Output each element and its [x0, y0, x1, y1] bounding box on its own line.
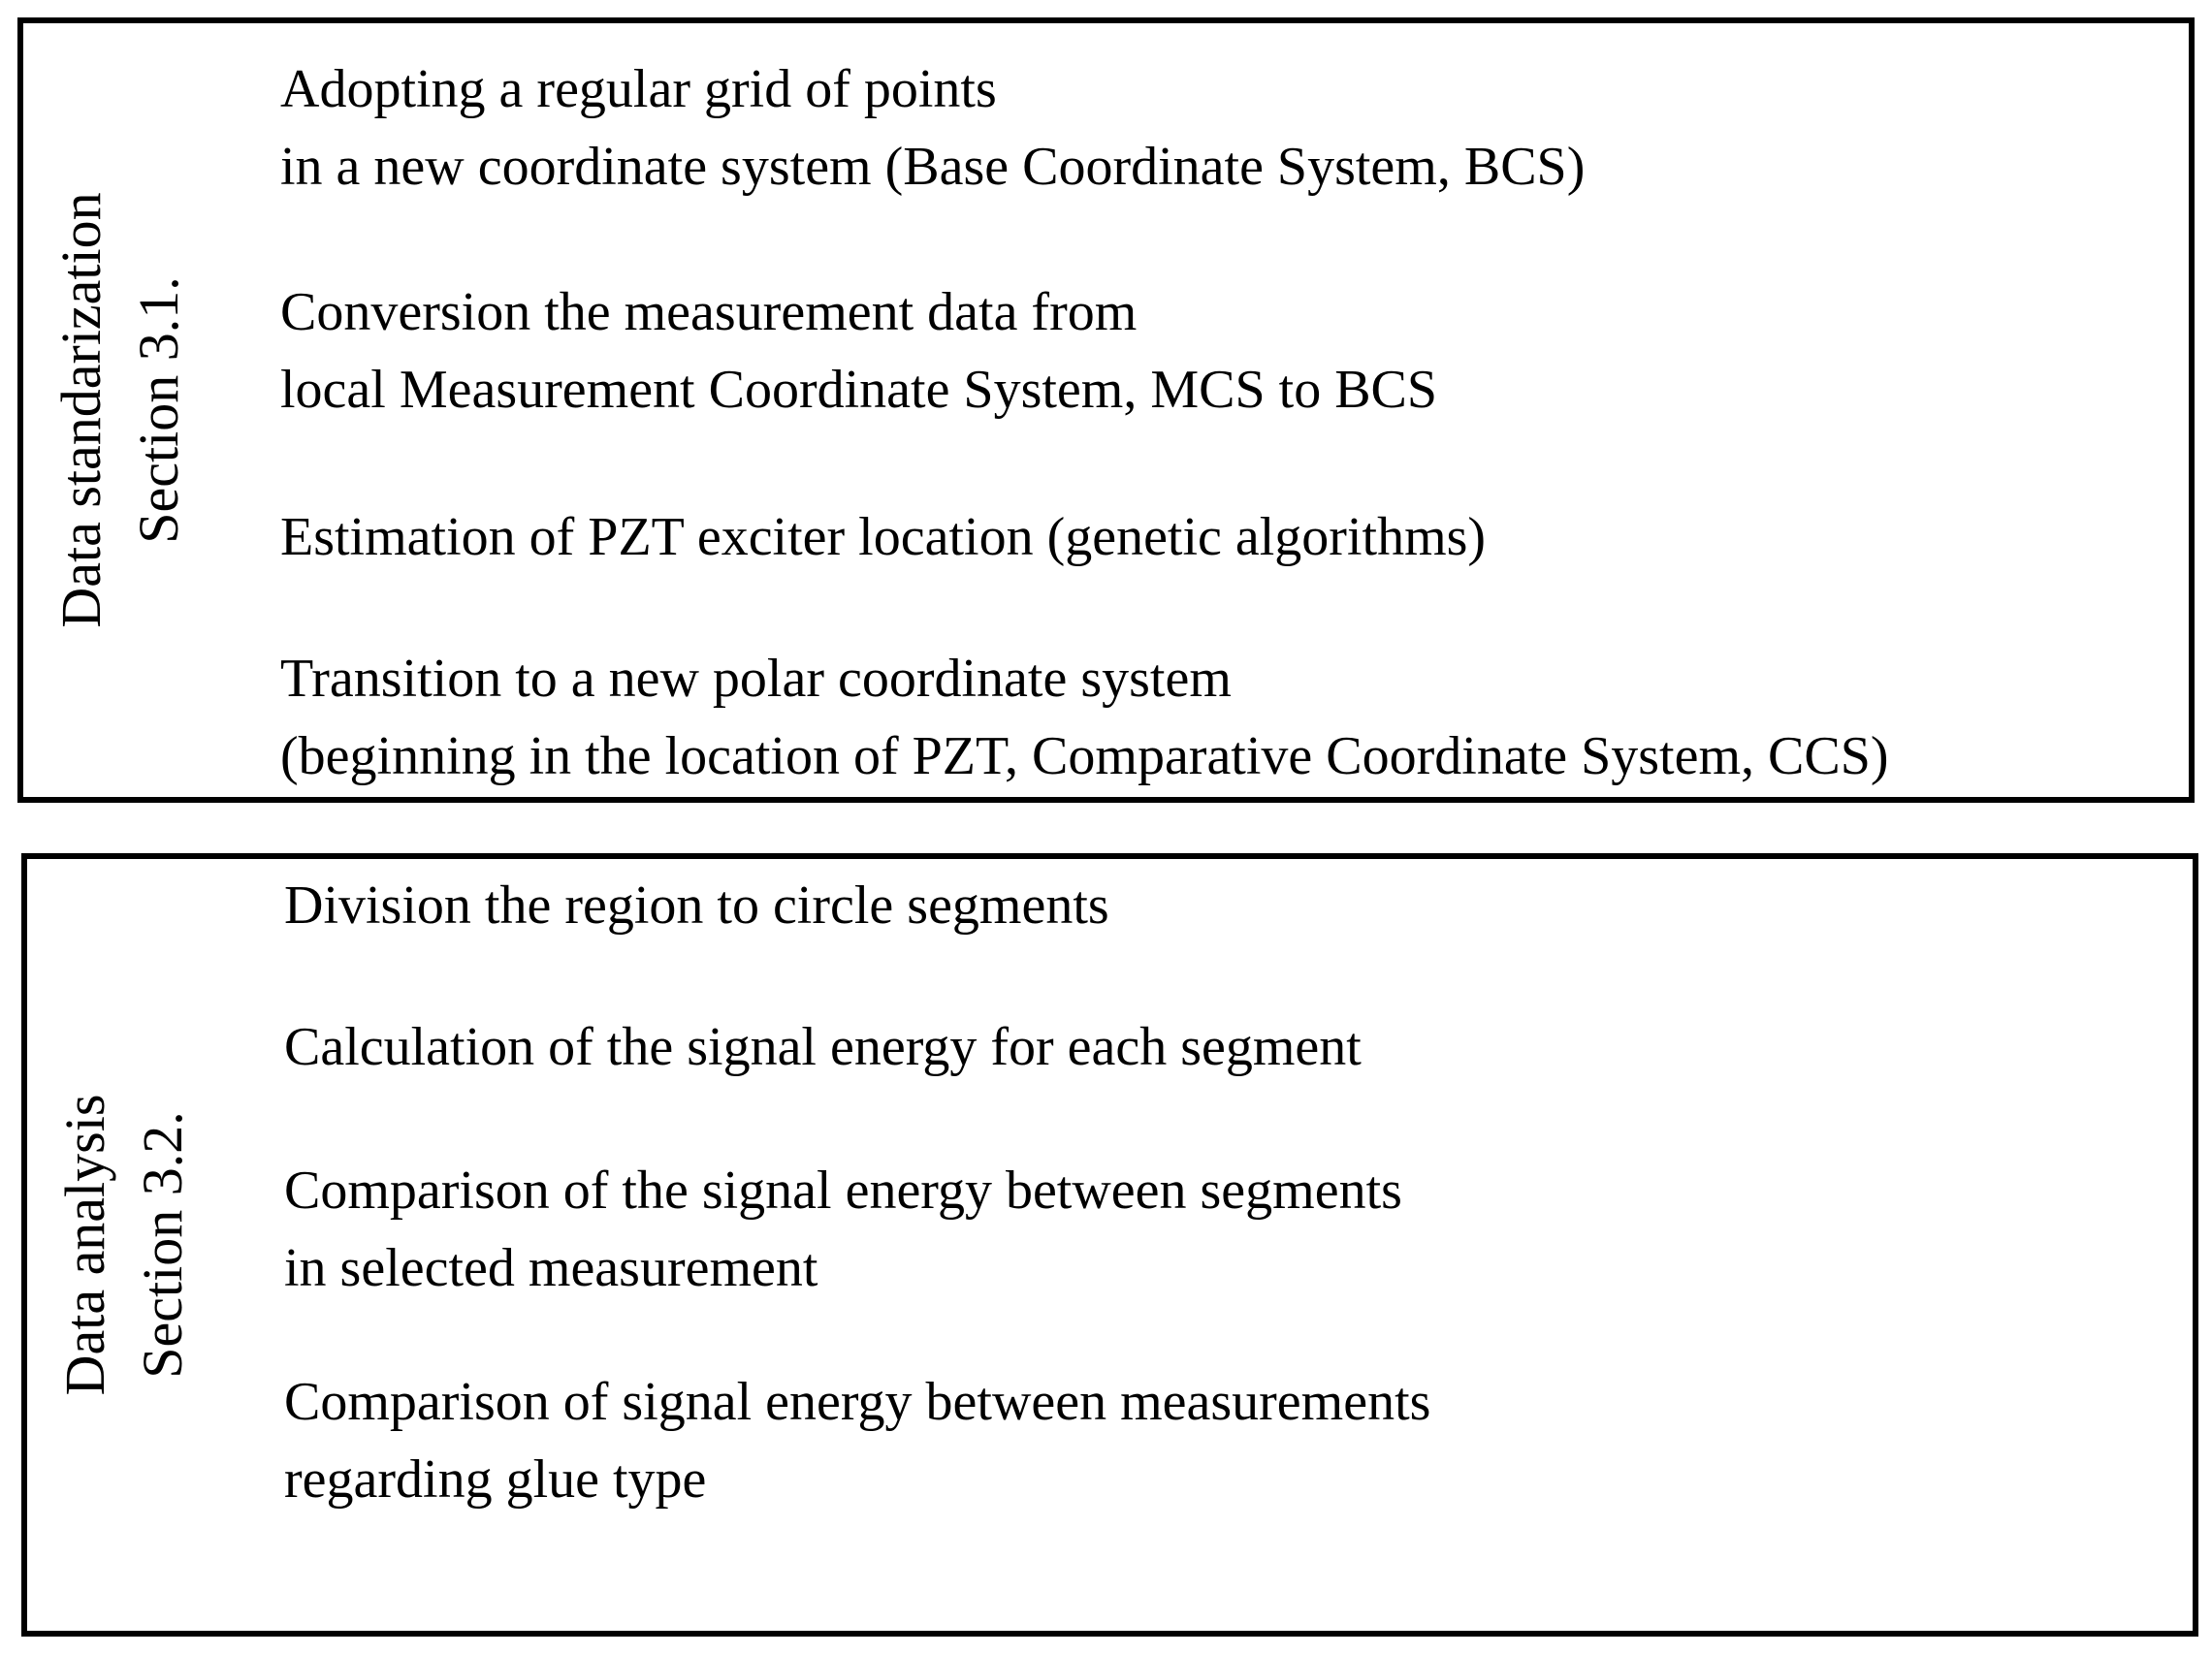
step-comparison-segments — [284, 1152, 1402, 1307]
data-standarization-panel — [17, 17, 2195, 803]
panel-title: Data standarization — [49, 192, 112, 628]
panel-section: Section 3.2. — [131, 1111, 194, 1379]
panel-side-label-text — [43, 192, 198, 627]
step-line: Comparison of the signal energy between segments — [284, 1161, 1402, 1221]
step-line: Division the region to circle segments — [284, 875, 1109, 936]
step-adopt-grid — [280, 50, 1585, 206]
step-line: local Measurement Coordinate System, MCS to BCS — [280, 360, 1438, 420]
step-line: Conversion the measurement data from — [280, 282, 1138, 342]
panel-side-label — [23, 23, 217, 797]
step-line: regarding glue type — [284, 1449, 707, 1510]
data-analysis-panel — [21, 853, 2198, 1637]
step-line: (beginning in the location of PZT, Comparative Coordinate System, CCS) — [280, 726, 1889, 786]
panel-side-label — [27, 859, 221, 1631]
step-line: Calculation of the signal energy for each segment — [284, 1017, 1362, 1077]
step-line: in selected measurement — [284, 1238, 818, 1298]
step-line: in a new coordinate system (Base Coordinate System, BCS) — [280, 137, 1586, 197]
step-line: Estimation of PZT exciter location (genetic algorithms) — [280, 507, 1487, 567]
step-conversion — [280, 273, 1437, 429]
step-line: Transition to a new polar coordinate system — [280, 649, 1232, 709]
panel-section: Section 3.1. — [127, 276, 190, 544]
step-line: Adopting a regular grid of points — [280, 59, 997, 119]
panel-title: Data analysis — [53, 1094, 116, 1396]
step-calculation — [284, 1008, 1362, 1086]
step-comparison-measurements — [284, 1363, 1430, 1518]
step-line: Comparison of signal energy between measurements — [284, 1372, 1431, 1432]
step-estimation — [280, 498, 1486, 576]
step-division — [284, 867, 1109, 944]
step-transition — [280, 640, 1889, 795]
panel-side-label-text — [47, 1095, 202, 1396]
